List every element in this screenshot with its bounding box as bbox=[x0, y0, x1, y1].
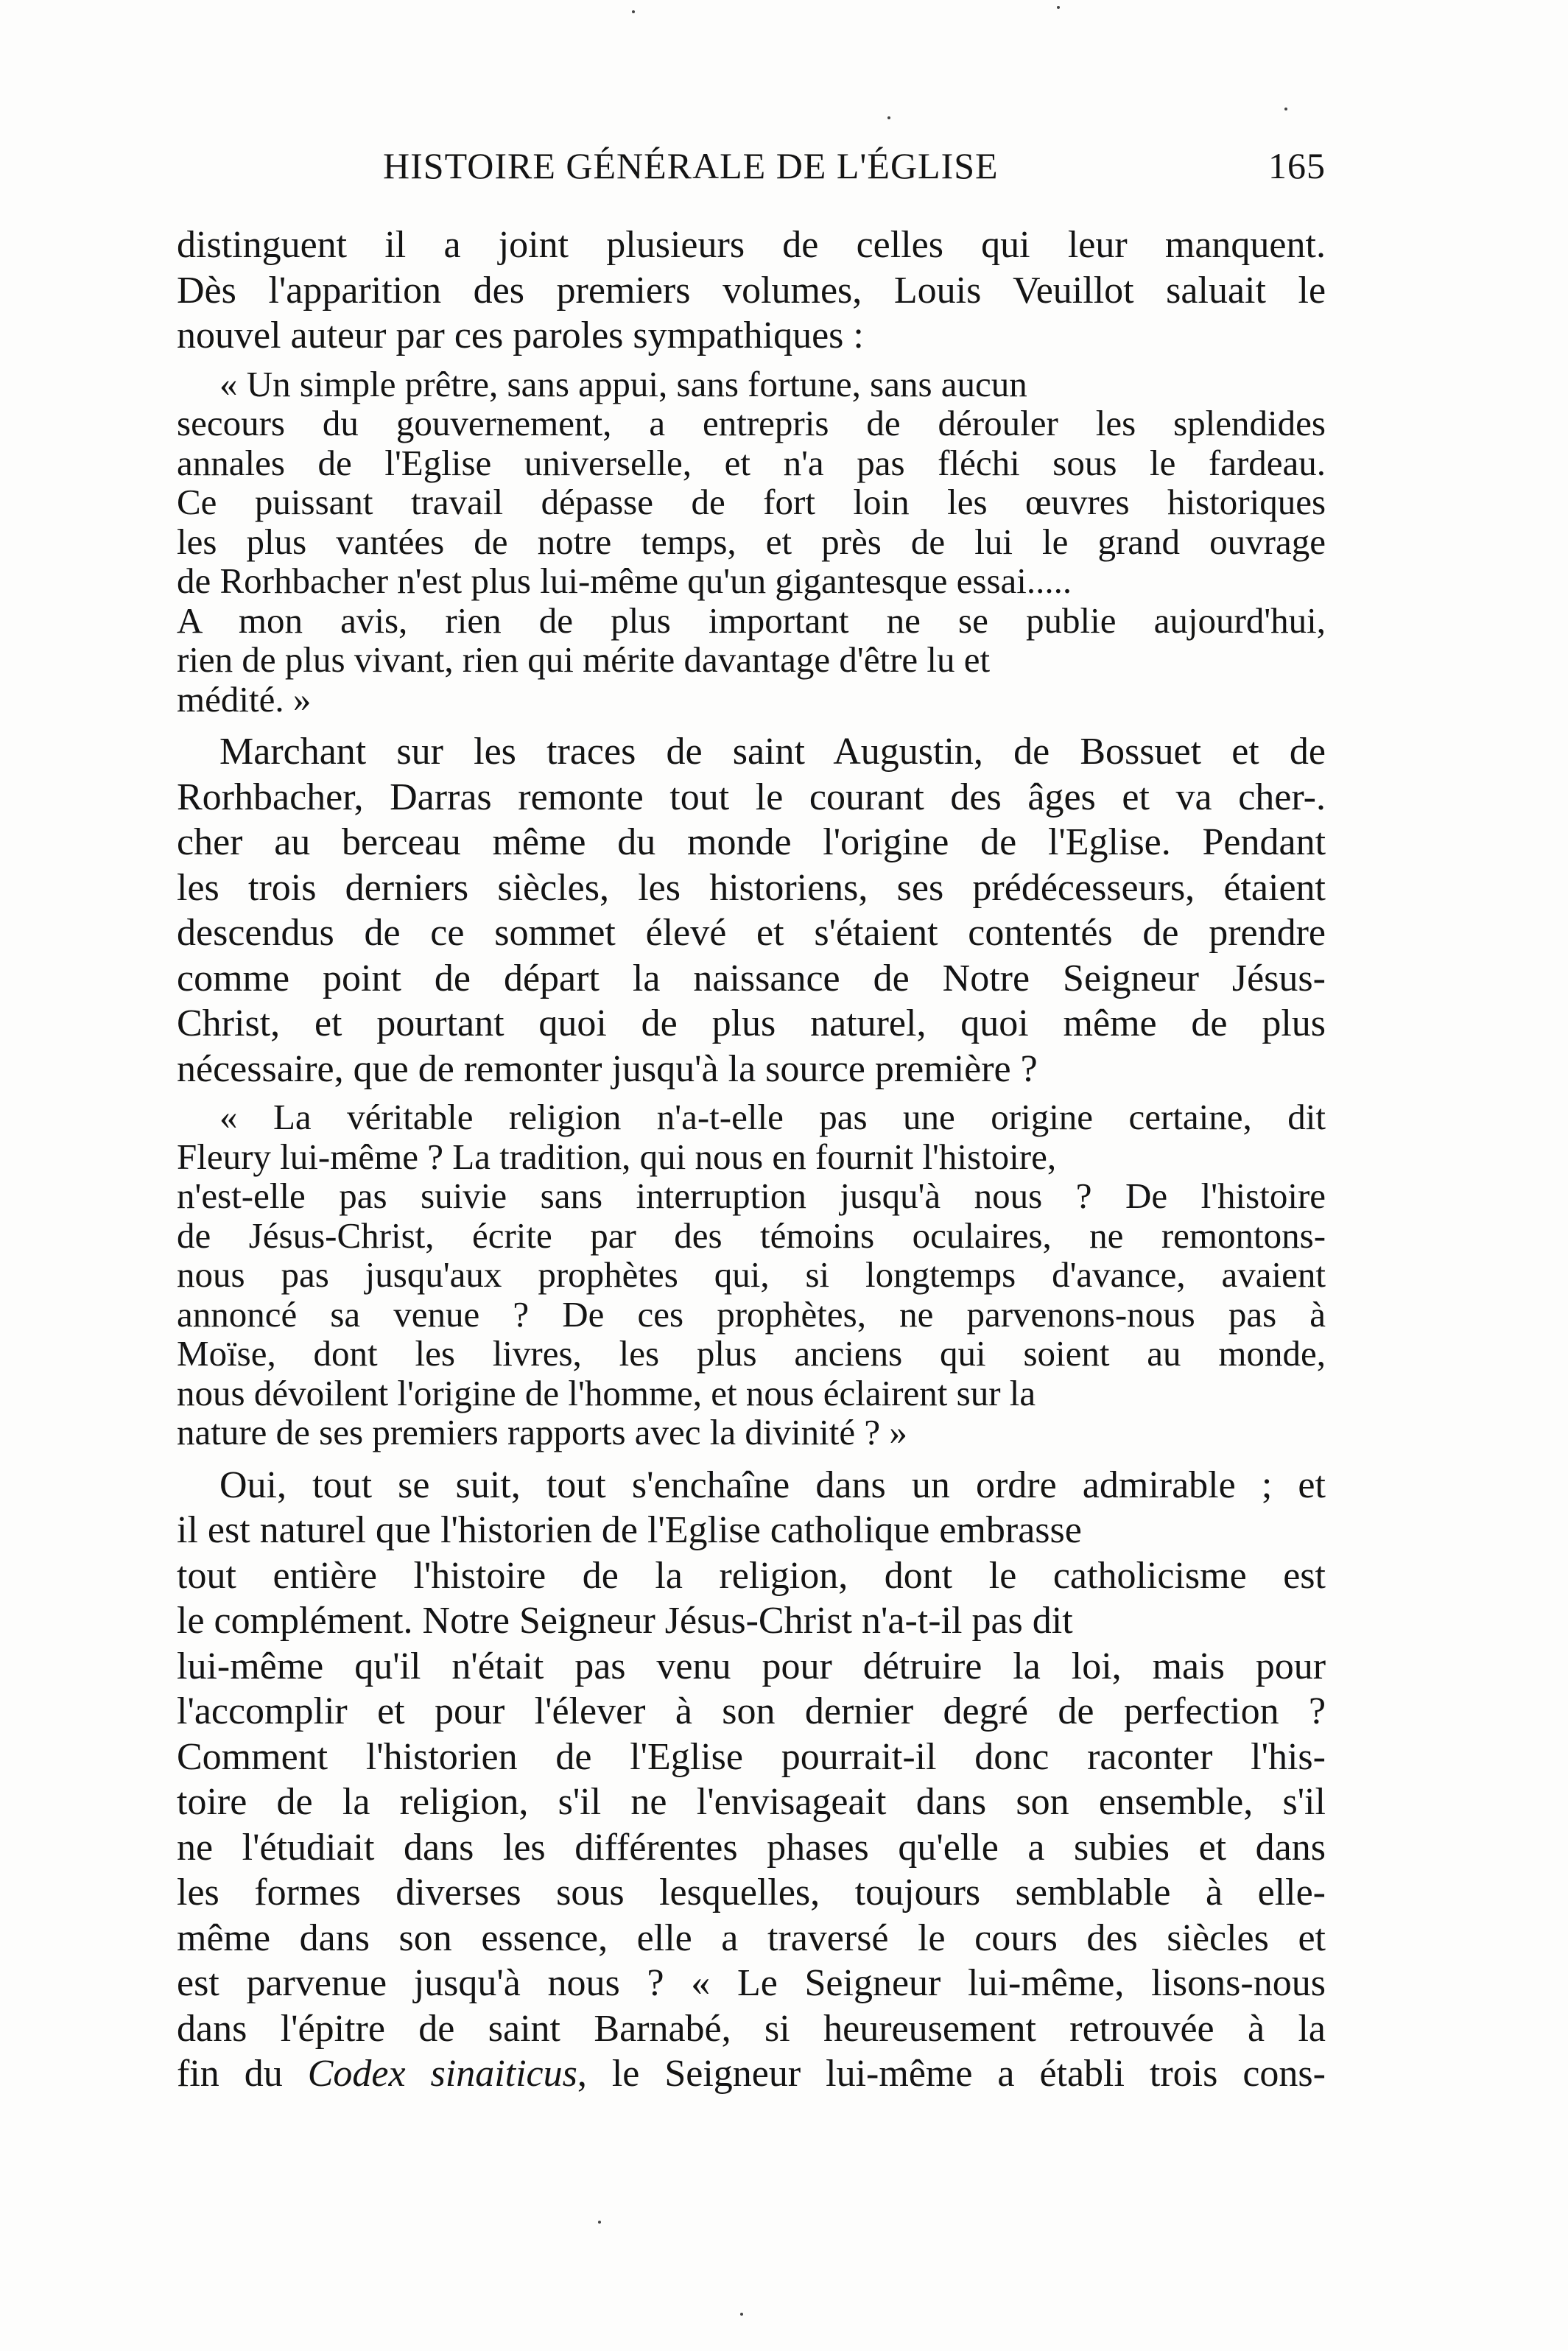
text-line: lui-même qu'il n'était pas venu pour détruire la loi, mais pour bbox=[177, 1645, 1326, 1687]
scan-speck bbox=[1284, 108, 1287, 110]
text-line: rien de plus vivant, rien qui mérite davantage d'être lu et bbox=[177, 639, 991, 680]
body-paragraph bbox=[177, 222, 1326, 359]
text-line: dans l'épitre de saint Barnabé, si heureusement retrouvée à la bbox=[177, 2007, 1326, 2050]
page-header bbox=[177, 144, 1326, 196]
text-line-final bbox=[177, 2051, 1326, 2097]
text-line: il est naturel que l'historien de l'Eglise catholique embrasse bbox=[177, 1509, 1082, 1551]
text-line: annales de l'Eglise universelle, et n'a pas fléchi sous le fardeau. bbox=[177, 442, 1326, 483]
text-line: Moïse, dont les livres, les plus anciens qui soient au monde, bbox=[177, 1333, 1326, 1374]
text-line: Comment l'historien de l'Eglise pourrait-il donc raconter l'his- bbox=[177, 1735, 1326, 1778]
text-line: nécessaire, que de remonter jusqu'à la source première ? bbox=[177, 1047, 1038, 1090]
text-line: Ce puissant travail dépasse de fort loin les œuvres historiques bbox=[177, 482, 1326, 522]
text-line: les plus vantées de notre temps, et près de lui le grand ouvrage bbox=[177, 521, 1326, 562]
text-line: descendus de ce sommet élevé et s'étaient contentés de prendre bbox=[177, 912, 1326, 954]
page-number: 165 bbox=[1268, 145, 1326, 186]
text-line: les trois derniers siècles, les historiens, ses prédécesseurs, étaient bbox=[177, 866, 1326, 909]
scan-speck bbox=[598, 2221, 601, 2224]
scan-speck bbox=[632, 10, 635, 13]
text-line: « La véritable religion n'a-t-elle pas une origine certaine, dit bbox=[219, 1097, 1326, 1137]
text-line: est parvenue jusqu'à nous ? « Le Seigneur lui-même, lisons-nous bbox=[177, 1962, 1326, 2004]
text-line: les formes diverses sous lesquelles, toujours semblable à elle- bbox=[177, 1872, 1326, 1914]
text-line: annoncé sa venue ? De ces prophètes, ne parvenons-nous pas à bbox=[177, 1293, 1326, 1335]
text-line: médité. » bbox=[177, 678, 312, 720]
text-line: comme point de départ la naissance de Notre Seigneur Jésus- bbox=[177, 957, 1326, 999]
text-line: Marchant sur les traces de saint Augustin, de Bossuet et de bbox=[219, 731, 1326, 773]
text-line: le complément. Notre Seigneur Jésus-Christ n'a-t-il pas dit bbox=[177, 1600, 1073, 1642]
text-line: distinguent il a joint plusieurs de celles qui leur manquent. bbox=[177, 224, 1326, 266]
text-line: Rorhbacher, Darras remonte tout le courant des âges et va cher-. bbox=[177, 776, 1326, 818]
text-line: nouvel auteur par ces paroles sympathiques : bbox=[177, 314, 864, 356]
body-paragraph bbox=[177, 1463, 1326, 2097]
text-line: cher au berceau même du monde l'origine de l'Eglise. Pendant bbox=[177, 821, 1326, 863]
codex-title: Codex sinaiticus bbox=[307, 2053, 577, 2095]
text-line: nous dévoilent l'origine de l'homme, et nous éclairent sur la bbox=[177, 1372, 1036, 1413]
scan-speck bbox=[1057, 6, 1060, 9]
text-line: Christ, et pourtant quoi de plus naturel, quoi même de plus bbox=[177, 1002, 1326, 1044]
text-line: de Jésus-Christ, écrite par des témoins oculaires, ne remontons- bbox=[177, 1215, 1326, 1256]
text-line: nature de ses premiers rapports avec la divinité ? » bbox=[177, 1412, 907, 1452]
text-line: nous pas jusqu'aux prophètes qui, si longtemps d'avance, avaient bbox=[177, 1254, 1326, 1295]
text-line: A mon avis, rien de plus important ne se publie aujourd'hui, bbox=[177, 600, 1326, 641]
body-paragraph bbox=[177, 729, 1326, 1092]
text-line: secours du gouvernement, a entrepris de dérouler les splendides bbox=[177, 403, 1326, 443]
text-line: l'accomplir et pour l'élever à son dernier degré de perfection ? bbox=[177, 1690, 1326, 1732]
text-line: tout entière l'histoire de la religion, dont le catholicisme est bbox=[177, 1554, 1326, 1597]
final-line-start: fin du bbox=[177, 2053, 308, 2095]
text-line: ne l'étudiait dans les différentes phases qu'elle a subies et dans bbox=[177, 1826, 1326, 1869]
text-line: de Rorhbacher n'est plus lui-même qu'un gigantesque essai..... bbox=[177, 560, 1072, 601]
quotation-paragraph bbox=[177, 1097, 1326, 1452]
text-line: « Un simple prêtre, sans appui, sans fortune, sans aucun bbox=[219, 363, 1027, 404]
text-line: Dès l'apparition des premiers volumes, Louis Veuillot saluait le bbox=[177, 269, 1326, 312]
text-line: même dans son essence, elle a traversé le cours des siècles et bbox=[177, 1916, 1326, 1959]
quotation-paragraph bbox=[177, 365, 1326, 720]
text-line: Fleury lui-même ? La tradition, qui nous en fournit l'histoire, bbox=[177, 1136, 1057, 1177]
text-line: n'est-elle pas suivie sans interruption jusqu'à nous ? De l'histoire bbox=[177, 1176, 1326, 1216]
scan-speck bbox=[740, 2313, 743, 2316]
text-line: toire de la religion, s'il ne l'envisageait dans son ensemble, s'il bbox=[177, 1781, 1326, 1823]
final-line-end: , le Seigneur lui-même a établi trois cons- bbox=[577, 2053, 1326, 2095]
scan-speck bbox=[887, 116, 890, 119]
page-body bbox=[177, 222, 1326, 2097]
running-title: HISTOIRE GÉNÉRALE DE L'ÉGLISE bbox=[383, 145, 999, 186]
text-line: Oui, tout se suit, tout s'enchaîne dans un ordre admirable ; et bbox=[219, 1463, 1326, 1506]
